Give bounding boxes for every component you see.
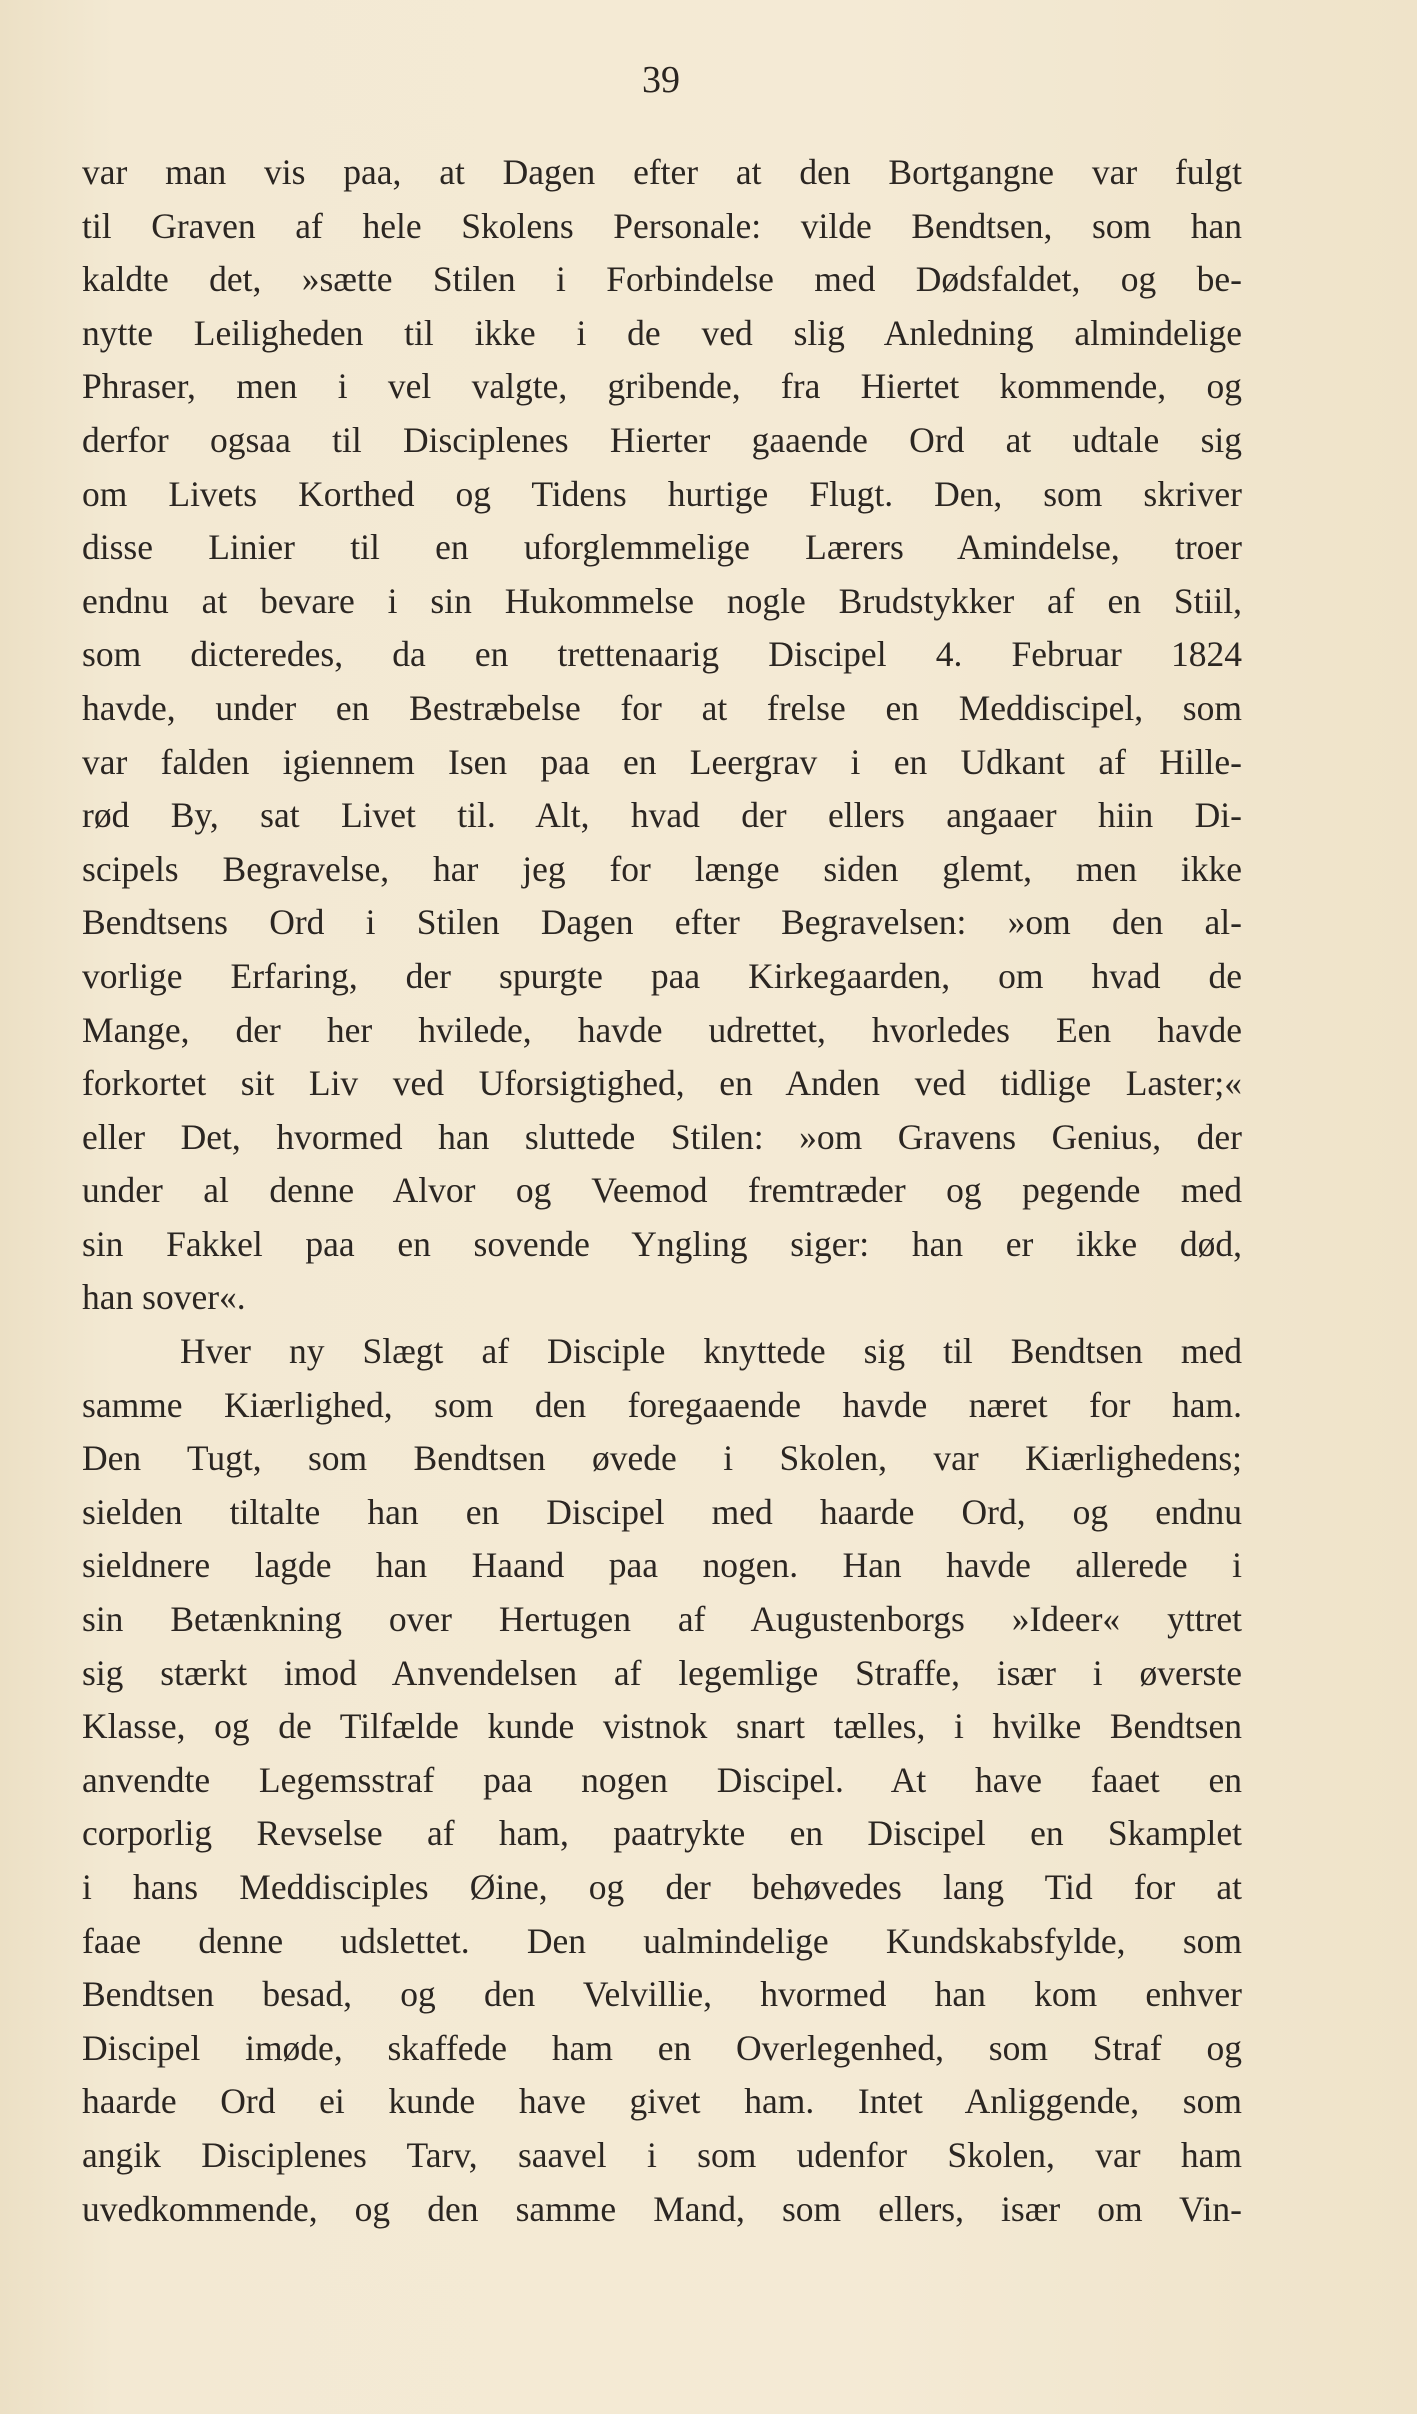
text-line: sielden tiltalte han en Discipel med haarde Ord, og endnu	[82, 1491, 1242, 1532]
text-line: Discipel imøde, skaffede ham en Overlegenhed, som Straf og	[82, 2027, 1242, 2068]
text-line: corporlig Revselse af ham, paatrykte en Discipel en Skamplet	[82, 1813, 1242, 1854]
text-line: Bendtsens Ord i Stilen Dagen efter Begravelsen: »om den al-	[82, 902, 1242, 943]
text-line: sig stærkt imod Anvendelsen af legemlige Straffe, især i øverste	[82, 1652, 1242, 1693]
text-line: haarde Ord ei kunde have givet ham. Intet Anliggende, som	[82, 2081, 1242, 2122]
text-line: om Livets Korthed og Tidens hurtige Flugt. Den, som skriver	[82, 473, 1242, 514]
text-line: Bendtsen besad, og den Velvillie, hvormed han kom enhver	[82, 1974, 1242, 2015]
text-line: uvedkommende, og den samme Mand, som ellers, især om Vin-	[82, 2188, 1242, 2229]
body-text	[82, 146, 1242, 2236]
text-line: derfor ogsaa til Disciplenes Hierter gaaende Ord at udtale sig	[82, 419, 1242, 460]
text-line: til Graven af hele Skolens Personale: vilde Bendtsen, som han	[82, 205, 1242, 246]
text-line: anvendte Legemsstraf paa nogen Discipel. At have faaet en	[82, 1759, 1242, 1800]
text-line: Phraser, men i vel valgte, gribende, fra Hiertet kommende, og	[82, 366, 1242, 407]
text-line: disse Linier til en uforglemmelige Lærers Amindelse, troer	[82, 527, 1242, 568]
text-line: samme Kiærlighed, som den foregaaende havde næret for ham.	[82, 1384, 1242, 1425]
text-line: havde, under en Bestræbelse for at frelse en Meddiscipel, som	[82, 687, 1242, 728]
text-line: i hans Meddisciples Øine, og der behøvedes lang Tid for at	[82, 1867, 1242, 1907]
page-number: 39	[642, 59, 680, 101]
text-line: scipels Begravelse, har jeg for længe siden glemt, men ikke	[82, 848, 1242, 889]
text-line: Den Tugt, som Bendtsen øvede i Skolen, var Kiærlighedens;	[82, 1438, 1242, 1479]
text-line: kaldte det, »sætte Stilen i Forbindelse med Dødsfaldet, og be-	[82, 259, 1242, 300]
text-line: Klasse, og de Tilfælde kunde vistnok snart tælles, i hvilke Bendtsen	[82, 1706, 1242, 1747]
text-line: under al denne Alvor og Veemod fremtræder og pegende med	[82, 1170, 1242, 1211]
text-line: Mange, der her hvilede, havde udrettet, hvorledes Een havde	[82, 1009, 1242, 1050]
text-line: var falden igiennem Isen paa en Leergrav i en Udkant af Hille-	[82, 741, 1242, 782]
text-line: eller Det, hvormed han sluttede Stilen: »om Gravens Genius, der	[82, 1116, 1242, 1157]
paragraph-end-line: han sover«.	[82, 1277, 246, 1318]
text-line: angik Disciplenes Tarv, saavel i som udenfor Skolen, var ham	[82, 2134, 1242, 2175]
text-line: sieldnere lagde han Haand paa nogen. Han havde allerede i	[82, 1545, 1242, 1586]
text-line: faae denne udslettet. Den ualmindelige Kundskabsfylde, som	[82, 1920, 1242, 1961]
text-line: sin Fakkel paa en sovende Yngling siger: han er ikke død,	[82, 1223, 1242, 1264]
text-line: forkortet sit Liv ved Uforsigtighed, en Anden ved tidlige Laster;«	[82, 1063, 1242, 1104]
text-line: endnu at bevare i sin Hukommelse nogle Brudstykker af en Stiil,	[82, 580, 1242, 621]
text-line: som dicteredes, da en trettenaarig Discipel 4. Februar 1824	[82, 634, 1242, 675]
text-line: var man vis paa, at Dagen efter at den Bortgangne var fulgt	[82, 152, 1242, 192]
text-line: vorlige Erfaring, der spurgte paa Kirkegaarden, om hvad de	[82, 955, 1242, 996]
text-line: rød By, sat Livet til. Alt, hvad der ellers angaaer hiin Di-	[82, 795, 1242, 836]
paragraph-start-line: Hver ny Slægt af Disciple knyttede sig til Bendtsen med	[180, 1331, 1242, 1372]
text-line: nytte Leiligheden til ikke i de ved slig Anledning almindelige	[82, 312, 1242, 353]
text-line: sin Betænkning over Hertugen af Augustenborgs »Ideer« yttret	[82, 1599, 1242, 1640]
